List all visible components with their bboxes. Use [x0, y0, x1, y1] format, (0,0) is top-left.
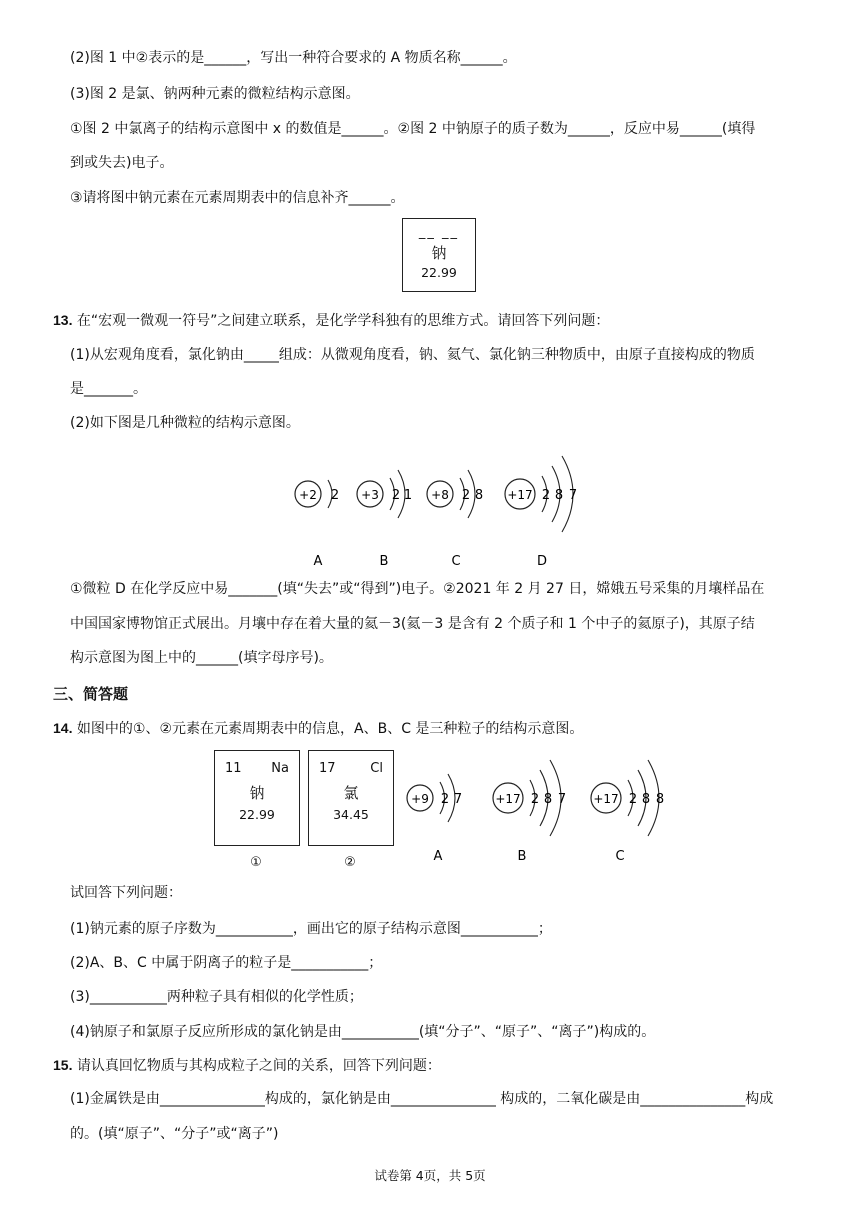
element-symbol: Na [271, 761, 289, 776]
caption-circle-1: ① [250, 855, 262, 870]
element-name: 钠 [431, 244, 447, 262]
element-number-symbol-blank: __ __ [418, 225, 460, 240]
svg-text:2: 2 [541, 488, 551, 503]
particle-diagram-q14 [398, 748, 678, 868]
element-symbol: Cl [370, 761, 383, 776]
question-14-part-3: (3)___________两种粒子具有相似的化学性质； [70, 989, 363, 1005]
element-mass: 22.99 [421, 265, 457, 280]
question-13-stem: 13. 在“宏观一微观一符号”之间建立联系，是化学学科独有的思维方式。请回答下列问题： [53, 312, 610, 329]
svg-text:1: 1 [403, 488, 413, 503]
question-14-part-1: (1)钠元素的原子序数为___________，画出它的原子结构示意图___________； [70, 921, 552, 937]
svg-text:B: B [517, 849, 527, 864]
particle-b [357, 470, 412, 569]
question-12-part-3-line-1: ①图 2 中氯离子的结构示意图中 x 的数值是______。②图 2 中钠原子的质子数为______，反应中易______(填得 [70, 121, 756, 137]
svg-text:D: D [536, 554, 548, 569]
svg-text:8: 8 [474, 488, 484, 503]
svg-text:8: 8 [655, 792, 665, 807]
element-number: 17 [319, 761, 336, 776]
section-heading: 三、简答题 [53, 685, 129, 703]
question-14-part-2: (2)A、B、C 中属于阴离子的粒子是___________； [70, 955, 383, 971]
svg-text:A: A [433, 849, 443, 864]
svg-text:+17: +17 [495, 792, 521, 806]
svg-text:+17: +17 [507, 488, 533, 502]
element-box-chlorine [308, 750, 394, 846]
question-12-part-2: (2)图 1 中②表示的是______，写出一种符合要求的 A 物质名称______。 [70, 50, 517, 66]
svg-text:8: 8 [641, 792, 651, 807]
svg-text:+17: +17 [593, 792, 619, 806]
particle-c [427, 470, 483, 569]
question-13-part-3-line-3: 构示意图为图上中的______(填字母序号)。 [70, 650, 333, 666]
particle-d [505, 456, 577, 569]
particle-a [295, 480, 339, 569]
element-number: 11 [225, 761, 242, 776]
svg-text:+3: +3 [361, 488, 379, 502]
svg-text:2: 2 [461, 488, 471, 503]
particle-c [591, 760, 664, 864]
question-15-part-1-line-2: 的。(填“原子”、“分子”或“离子”) [70, 1126, 279, 1142]
element-name: 氯 [343, 784, 359, 802]
question-12-part-3-line-2: 到或失去)电子。 [70, 155, 174, 171]
particle-b [493, 760, 566, 864]
svg-text:A: A [313, 554, 323, 569]
svg-text:2: 2 [440, 792, 450, 807]
question-12-part-3-line-3: ③请将图中钠元素在元素周期表中的信息补齐______。 [70, 190, 405, 206]
svg-text:+9: +9 [411, 792, 429, 806]
svg-text:+8: +8 [431, 488, 449, 502]
question-13-part-3-line-1: ①微粒 D 在化学反应中易_______(填“失去”或“得到”)电子。②2021 年 2 月 27 日，嫦娥五号采集的月壤样品在 [70, 581, 765, 597]
question-15-stem: 15. 请认真回忆物质与其构成粒子之间的关系，回答下列问题： [53, 1057, 441, 1074]
svg-text:7: 7 [453, 792, 463, 807]
svg-text:7: 7 [568, 488, 578, 503]
question-13-part-1-line-2: 是_______。 [70, 381, 147, 397]
svg-text:2: 2 [530, 792, 540, 807]
particle-a [407, 774, 462, 864]
element-mass: 22.99 [239, 807, 275, 822]
svg-text:7: 7 [557, 792, 567, 807]
particle-diagram-q13 [280, 440, 600, 575]
svg-text:8: 8 [543, 792, 553, 807]
svg-text:C: C [451, 554, 461, 569]
question-14-intro: 试回答下列问题： [70, 885, 182, 901]
question-14-stem: 14. 如图中的①、②元素在元素周期表中的信息，A、B、C 是三种粒子的结构示意图。 [53, 720, 584, 737]
question-12-part-3: (3)图 2 是氯、钠两种元素的微粒结构示意图。 [70, 86, 360, 102]
question-13-part-3-line-2: 中国国家博物馆正式展出。月壤中存在着大量的氦－3(氦－3 是含有 2 个质子和 1 个中子的氦原子)，其原子结 [70, 616, 755, 632]
svg-text:2: 2 [628, 792, 638, 807]
svg-text:2: 2 [391, 488, 401, 503]
caption-circle-2: ② [344, 855, 356, 870]
svg-text:C: C [615, 849, 625, 864]
question-13-part-1-line-1: (1)从宏观角度看，氯化钠由_____组成：从微观角度看，钠、氦气、氯化钠三种物质中，由原子直接构成的物质 [70, 347, 755, 363]
svg-text:B: B [379, 554, 389, 569]
page-footer: 试卷第 4页，共 5页 [374, 1168, 486, 1183]
svg-text:+2: +2 [299, 488, 317, 502]
element-name: 钠 [249, 784, 265, 802]
svg-text:8: 8 [554, 488, 564, 503]
sodium-element-box-partial [402, 218, 476, 292]
question-15-part-1-line-1: (1)金属铁是由_______________构成的，氯化钠是由_______________ 构成的，二氧化碳是由_______________构成 [70, 1091, 774, 1107]
element-mass: 34.45 [333, 807, 369, 822]
question-14-part-4: (4)钠原子和氯原子反应所形成的氯化钠是由___________(填“分子”、“原子”、“离子”)构成的。 [70, 1024, 656, 1040]
element-box-sodium [214, 750, 300, 846]
question-13-part-2: (2)如下图是几种微粒的结构示意图。 [70, 415, 300, 431]
svg-text:2: 2 [330, 488, 340, 503]
